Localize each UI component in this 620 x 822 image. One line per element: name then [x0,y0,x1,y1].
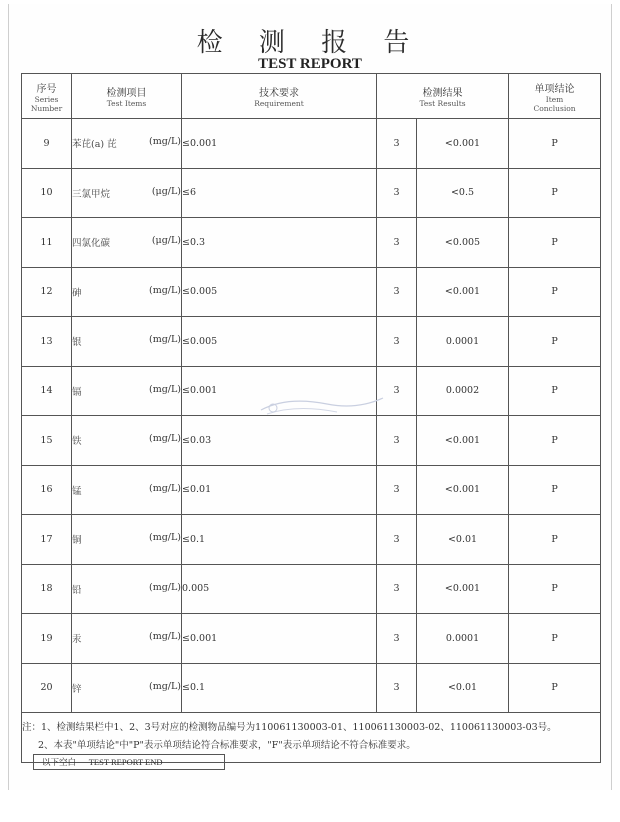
cell-conclusion: P [509,515,601,565]
table-row [22,267,601,317]
item-name: 苯芘(a) 芘 [72,139,117,151]
cell-result: <0.001 [417,465,509,515]
table-row [22,218,601,268]
header-results: 检测结果 Test Results [377,74,509,119]
cell-conclusion: P [509,663,601,713]
cell-sample-number: 3 [377,465,417,515]
table-header-row [22,74,601,119]
cell-requirement: ≤0.001 [182,366,377,416]
cell-seq: 20 [22,663,72,713]
cell-seq: 19 [22,614,72,664]
cell-sample-number: 3 [377,515,417,565]
cell-seq: 16 [22,465,72,515]
item-unit: (mg/L) [148,581,181,593]
cell-result: <0.01 [417,663,509,713]
item-name: 锰 [72,485,82,497]
item-name: 铁 [72,436,82,448]
cell-item [72,564,182,614]
cell-requirement: ≤0.005 [182,267,377,317]
item-unit: (mg/L) [148,433,181,445]
cell-item [72,168,182,218]
cell-requirement: ≤0.3 [182,218,377,268]
cell-conclusion: P [509,366,601,416]
cell-item [72,317,182,367]
cell-conclusion: P [509,564,601,614]
table-row [22,515,601,565]
cell-seq: 11 [22,218,72,268]
item-unit: (mg/L) [148,631,181,643]
cell-item [72,366,182,416]
cell-sample-number: 3 [377,218,417,268]
header-seq: 序号 Series Number [22,74,72,119]
cell-sample-number: 3 [377,119,417,169]
item-unit: (mg/L) [148,532,181,544]
table-row [22,168,601,218]
cell-conclusion: P [509,168,601,218]
item-name: 三氯甲烷 [72,188,111,200]
note-line-2: 2、本表"单项结论"中"P"表示单项结论符合标准要求，"F"表示单项结论不符合标准要求。 [38,740,416,752]
cell-requirement: ≤0.1 [182,663,377,713]
cell-requirement: ≤0.1 [182,515,377,565]
cell-result: 0.0001 [417,317,509,367]
header-conclusion: 单项结论 Item Conclusion [509,74,601,119]
cell-conclusion: P [509,416,601,466]
report-end-box [33,754,225,770]
table-row [22,663,601,713]
item-name: 四氯化碳 [72,238,111,250]
cell-seq: 13 [22,317,72,367]
item-unit: (μg/L) [151,185,181,197]
item-unit: (mg/L) [148,680,181,692]
cell-item [72,663,182,713]
cell-requirement: ≤6 [182,168,377,218]
table-row [22,119,601,169]
item-unit: (mg/L) [148,136,181,148]
cell-conclusion: P [509,614,601,664]
cell-requirement: 0.005 [182,564,377,614]
cell-result: <0.001 [417,564,509,614]
cell-item [72,119,182,169]
report-page [8,4,612,790]
item-name: 锌 [72,683,82,695]
cell-result: <0.5 [417,168,509,218]
cell-conclusion: P [509,465,601,515]
cell-item [72,416,182,466]
cell-seq: 12 [22,267,72,317]
item-unit: (mg/L) [148,284,181,296]
cell-result: 0.0002 [417,366,509,416]
cell-result: 0.0001 [417,614,509,664]
item-name: 铅 [72,584,82,596]
item-name: 镉 [72,386,82,398]
cell-conclusion: P [509,267,601,317]
cell-seq: 9 [22,119,72,169]
cell-requirement: ≤0.001 [182,614,377,664]
cell-sample-number: 3 [377,267,417,317]
report-title-cn: 检 测 报 告 [196,28,424,58]
header-item: 检测项目 Test Items [72,74,182,119]
item-name: 汞 [72,634,82,646]
end-label-en: TEST REPORT END [88,757,163,767]
cell-sample-number: 3 [377,317,417,367]
cell-seq: 17 [22,515,72,565]
header-requirement: 技术要求 Requirement [182,74,377,119]
cell-result: <0.001 [417,416,509,466]
item-name: 铜 [72,535,82,547]
cell-item [72,218,182,268]
item-unit: (μg/L) [151,235,181,247]
table-row [22,614,601,664]
cell-requirement: ≤0.01 [182,465,377,515]
cell-sample-number: 3 [377,564,417,614]
cell-result: <0.001 [417,267,509,317]
cell-item [72,465,182,515]
cell-item [72,515,182,565]
item-name: 砷 [72,287,82,299]
cell-sample-number: 3 [377,663,417,713]
cell-seq: 10 [22,168,72,218]
cell-requirement: ≤0.03 [182,416,377,466]
table-row [22,564,601,614]
cell-requirement: ≤0.001 [182,119,377,169]
item-unit: (mg/L) [148,482,181,494]
cell-conclusion: P [509,317,601,367]
cell-seq: 15 [22,416,72,466]
item-unit: (mg/L) [148,334,181,346]
report-title-en: TEST REPORT [258,56,362,72]
cell-requirement: ≤0.005 [182,317,377,367]
cell-item [72,614,182,664]
table-row [22,465,601,515]
cell-conclusion: P [509,119,601,169]
cell-seq: 18 [22,564,72,614]
cell-seq: 14 [22,366,72,416]
cell-conclusion: P [509,218,601,268]
watermark-logo [257,394,387,420]
cell-result: <0.001 [417,119,509,169]
table-row [22,416,601,466]
cell-result: <0.01 [417,515,509,565]
item-unit: (mg/L) [148,383,181,395]
cell-sample-number: 3 [377,416,417,466]
cell-result: <0.005 [417,218,509,268]
note-line-1: 注：1、检测结果栏中1、2、3号对应的检测物品编号为110061130003-01、110061130003-02、110061130003-03号。 [22,722,557,734]
cell-sample-number: 3 [377,168,417,218]
end-label-cn: 以下空白 [42,758,77,768]
cell-sample-number: 3 [377,366,417,416]
item-name: 银 [72,337,82,349]
table-row [22,317,601,367]
cell-sample-number: 3 [377,614,417,664]
cell-item [72,267,182,317]
